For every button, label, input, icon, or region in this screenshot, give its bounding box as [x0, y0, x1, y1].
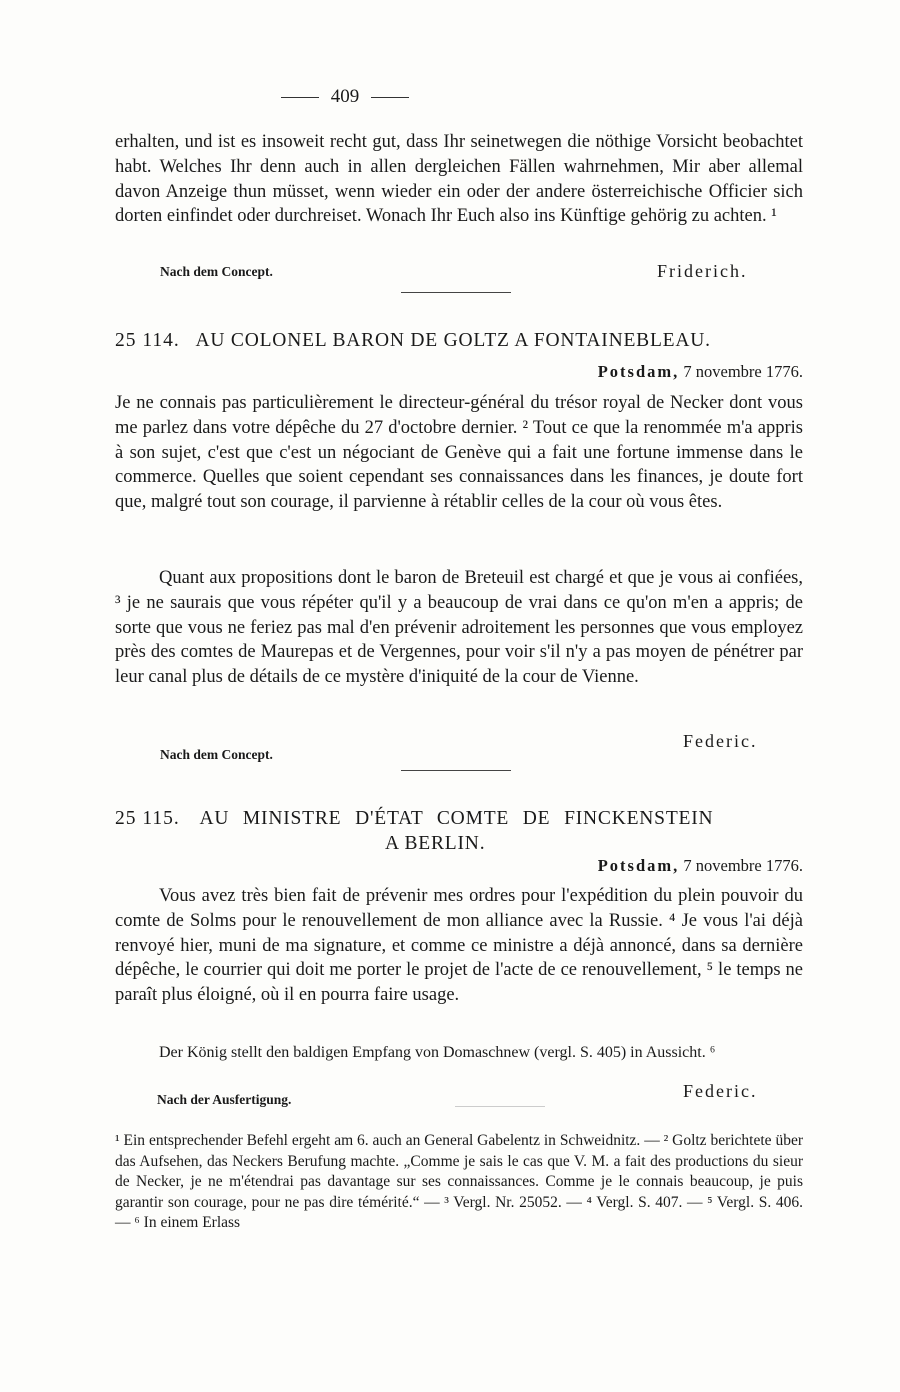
- header-rule-left: [281, 97, 319, 98]
- paragraph-text: Vous avez très bien fait de prévenir mes ordres pour l'expédition du plein pouvoir du comte de Solms pour le renouvellement de mon alliance avec la Russie. ⁴ Je vous l'ai déjà renvoyé hier, muni de ma signature, et comme ce ministre a déjà annoncé, dans sa dernière dépêche, le courrier qui doit me porter le projet de l'acte de ce renouvellement, ⁵ le temps ne paraît plus éloigné, où il en pourra faire usage.: [115, 886, 803, 1006]
- editorial-note: [115, 1042, 803, 1064]
- section-separator: [401, 770, 511, 771]
- letter-number: 25 115.: [115, 808, 180, 829]
- signature: Friderich.: [657, 261, 748, 281]
- signature: Federic.: [683, 731, 758, 751]
- dateline-place: Potsdam,: [597, 856, 680, 875]
- source-note: Nach dem Concept.: [160, 264, 273, 279]
- letter-title: AU COLONEL BARON DE GOLTZ A FONTAINEBLEAU.: [195, 330, 711, 351]
- letter-paragraph: [115, 389, 803, 515]
- opening-paragraph: erhalten, und ist es insoweit recht gut, dass Ihr seinetwegen die nöthige Vorsicht beobachtet habt. Welches Ihr denn auch in allen dergleichen Fällen wahrnehmen, Mir aber allemal davon Anzeige thun müsset, wenn wieder ein oder der andere österreichische Officier sich dorten einfindet oder durchreiset. Wonach Ihr Euch also ins Künftige gehörig zu achten. ¹: [115, 132, 803, 227]
- page-number: 409: [330, 86, 360, 107]
- paragraph-text: Je ne connais pas particulièrement le directeur-général du trésor royal de Necker dont vous me parlez dans votre dépêche du 27 d'octobre dernier. ² Tout ce que la renommée m'a appris à son sujet, c'est que c'est un négociant de Genève qui a fait une fortune immense dans le commerce. Quelles que soient cependant ses connaissances dans les finances, je doute fort que, malgré tout son courage, il parvienne à rétablir celles de la cour où vous êtes.: [115, 393, 803, 513]
- letter-number: 25 114.: [115, 330, 180, 351]
- letter-title: AU MINISTRE D'ÉTAT COMTE DE FINCKENSTEIN: [199, 808, 714, 829]
- header-rule-right: [371, 97, 409, 98]
- letter-heading: [115, 330, 711, 352]
- footnote-rule: [455, 1106, 545, 1107]
- source-note: Nach der Ausfertigung.: [157, 1092, 292, 1107]
- dateline: [598, 856, 803, 876]
- note-text: Der König stellt den baldigen Empfang von Domaschnew (vergl. S. 405) in Aussicht. ⁶: [159, 1044, 716, 1061]
- letter-heading: [115, 808, 803, 830]
- page-header: [260, 86, 430, 108]
- footnotes: ¹ Ein entsprechender Befehl ergeht am 6. auch an General Gabelentz in Schweidnitz. — ² Goltz berichtete über das Aufsehen, das Neckers Berufung machte. „Comme je sais le cas que V. M. a fait des productions du sieur de Necker, je ne m'étendrai pas davantage sur ses connaissances. Comme je le connais beaucoup, je puis garantir son courage, pour ne pas dire témérité.“ — ³ Vergl. Nr. 25052. — ⁴ Vergl. S. 407. — ⁵ Vergl. S. 406. — ⁶ In einem Erlass: [115, 1132, 803, 1232]
- letter-paragraph: [115, 566, 803, 690]
- dateline-place: Potsdam,: [597, 362, 680, 381]
- dateline-date: 7 novembre 1776.: [683, 362, 803, 381]
- letter-paragraph: [115, 884, 803, 1008]
- dateline-date: 7 novembre 1776.: [683, 856, 803, 875]
- signature: Federic.: [683, 1081, 758, 1101]
- paragraph-text: Quant aux propositions dont le baron de Breteuil est chargé et que je vous ai confiées, ³ je ne saurais que vous répéter qu'il y a beaucoup de vrai dans ce qu'on m'en a appris; de sorte que vous ne feriez pas mal d'en prévenir adroitement les personnes que vous employez près des comtes de Maurepas et de Vergennes, pour voir s'il n'y a pas moyen de pénétrer par leur canal plus de détails de ce mystère d'iniquité de la cour de Vienne.: [115, 568, 803, 688]
- source-note: Nach dem Concept.: [160, 747, 273, 762]
- dateline: [598, 362, 803, 382]
- letter-title-line2: A BERLIN.: [385, 833, 486, 854]
- section-separator: [401, 292, 511, 293]
